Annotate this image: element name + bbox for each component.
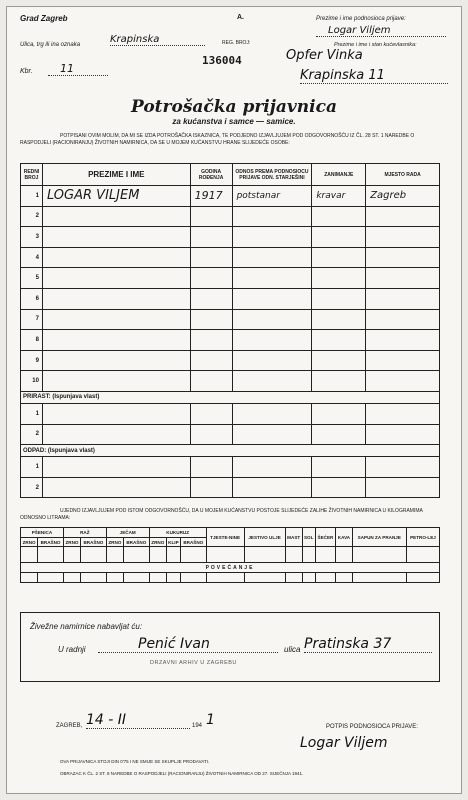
group-kukuruz: KUKURUZ bbox=[149, 528, 206, 538]
col-relation-header: ODNOS PREMA PODNOSIOCU PRIJAVE ODN. STARJEŠINI bbox=[232, 164, 312, 186]
col-num-header: REDNI BROJ bbox=[21, 164, 43, 186]
owner-value: Opfer Vinka bbox=[286, 48, 363, 63]
street-value: Krapinska bbox=[110, 34, 205, 46]
table-row: 3 bbox=[21, 227, 440, 248]
table-row: 1 bbox=[21, 457, 440, 478]
row-workplace[interactable]: Zagreb bbox=[366, 186, 440, 207]
table-row: 6 bbox=[21, 288, 440, 309]
table-row: 8 bbox=[21, 330, 440, 351]
table-row: 2 bbox=[21, 206, 440, 227]
year-prefix: 194 bbox=[192, 723, 203, 729]
stock-intro: UJEDNO IZJAVLJUJEM POD ISTOM ODGOVORNOŠĆU, DA U MOJEM KUĆANSTVU POSTOJE SLIJEDEĆE ZALIHE ŽIVOTNIH NAMIRNICA U KILOGRAMIMA ODNOSNO LITRAMA: bbox=[20, 508, 423, 521]
owner-address: Krapinska 11 bbox=[300, 68, 448, 84]
signature-value: Logar Viljem bbox=[300, 735, 388, 751]
street-label: Ulica, trg ili ina oznaka bbox=[20, 42, 81, 48]
purchase-street-value[interactable]: Pratinska 37 bbox=[304, 636, 432, 653]
table-row: 4 bbox=[21, 247, 440, 268]
col-petrolej: PETRO-LEJ bbox=[406, 528, 439, 547]
year-digit[interactable]: 1 bbox=[206, 712, 215, 728]
price-note: OVA PRIJAVNICA STOJI DIN 0'75 I NE SMIJE SE SKUPLJE PRODAVATI. bbox=[60, 759, 210, 764]
row-occupation[interactable]: kravar bbox=[312, 186, 366, 207]
prirast-label: PRIRAST: (Ispunjava vlast) bbox=[21, 391, 440, 403]
col-year-header: GODINA ROĐENJA bbox=[190, 164, 232, 186]
table-row: 10 bbox=[21, 371, 440, 392]
table-row: 2 bbox=[21, 477, 440, 498]
reg-number: 136004 bbox=[202, 54, 242, 67]
shop-value[interactable]: Penić Ivan bbox=[98, 636, 278, 653]
col-workplace-header: MJESTO RADA bbox=[366, 164, 440, 186]
archive-stamp: DRZAVNI ARHIV U ZAGREBU bbox=[150, 660, 237, 666]
col-tjestenine: TJESTE-NINE bbox=[206, 528, 244, 547]
table-row: 2 bbox=[21, 424, 440, 445]
purchase-label: Živežne namirnice nabavljat ću: bbox=[30, 622, 143, 631]
owner-label: Prezime i ime i stan kućevlasnika: bbox=[334, 42, 417, 48]
col-mast: MAST bbox=[285, 528, 302, 547]
house-value: 11 bbox=[48, 62, 108, 76]
row-year[interactable]: 1917 bbox=[190, 186, 232, 207]
form-letter: A. bbox=[237, 14, 244, 21]
col-occupation-header: ZANIMANJE bbox=[312, 164, 366, 186]
form-title: Potrošačka prijavnica bbox=[131, 97, 337, 117]
persons-table bbox=[20, 163, 440, 498]
group-psenica: PŠENICA bbox=[21, 528, 64, 538]
col-sapun: SAPUN ZA PRANJE bbox=[352, 528, 406, 547]
col-secer: ŠEĆER bbox=[315, 528, 336, 547]
submitter-value: Logar Viljem bbox=[316, 25, 446, 37]
reg-label: REG. BROJ: bbox=[222, 40, 251, 46]
purchase-street-label: ulica bbox=[284, 645, 301, 654]
table-row: 7 bbox=[21, 309, 440, 330]
col-sol: SOL bbox=[302, 528, 315, 547]
house-label: Kbr. bbox=[20, 68, 33, 75]
date-value[interactable]: 14 - II bbox=[86, 712, 190, 729]
col-name-header: PREZIME I IME bbox=[42, 164, 190, 186]
row-relation[interactable]: potstanar bbox=[232, 186, 312, 207]
table-row: 5 bbox=[21, 268, 440, 289]
table-row: 1 bbox=[21, 403, 440, 424]
table-row: 9 bbox=[21, 350, 440, 371]
row-name[interactable]: LOGAR VILJEM bbox=[42, 186, 190, 207]
odpad-label: ODPAD: (Ispunjava vlast) bbox=[21, 445, 440, 457]
group-raz: RAŽ bbox=[63, 528, 106, 538]
shop-label: U radnji bbox=[58, 645, 86, 654]
stock-table: PŠENICA RAŽ JEČAM KUKURUZ TJESTE-NINE JESTIVO ULJE MAST SOL ŠEĆER KAVA SAPUN ZA PRANJE PETRO-LEJ ZRNO BRAŠNO ZRNO BRAŠNO ZRNO BRAŠNO ZRNO KLIP BRAŠNO POVEĆANJE bbox=[20, 527, 440, 583]
place-label: ZAGREB, bbox=[56, 723, 83, 729]
povecanje-label: POVEĆANJE bbox=[21, 563, 440, 573]
city-label: Grad Zagreb bbox=[20, 14, 68, 23]
group-jecam: JEČAM bbox=[106, 528, 149, 538]
table-row: 1 LOGAR VILJEM 1917 potstanar kravar Zagreb bbox=[21, 186, 440, 207]
intro-text: POTPISANI OVIM MOLIM, DA MI SE IZDA POTROŠAČKA ISKAZNICA, TE PODJEDNO IZJAVLJUJEM POD ODGOVORNOŠĆU IZ ČL. 28 ST. 1 NAREDBE O RASPODJELI (RACIONIRANJU) ŽIVOTNIH NAMIRNICA, DA SE U MOJEM KUĆANSTVU HRANE SLIJEDEĆE OSOBE: bbox=[20, 133, 415, 146]
signature-label: POTPIS PODNOSIOCA PRIJAVE: bbox=[326, 724, 418, 730]
form-note: OBRAZAC K ČL. 2 ST. 8 NAREDBE O RASPODJELI (RACIONIRANJU) ŽIVOTNIH NAMIRNICA OD 27. SIJEČNJA 1941. bbox=[60, 771, 304, 776]
col-kava: KAVA bbox=[336, 528, 352, 547]
form-subtitle: za kućanstva i samce — samice. bbox=[172, 117, 296, 126]
submitter-label: Prezime i ime podnosioca prijave: bbox=[316, 16, 406, 22]
col-ulje: JESTIVO ULJE bbox=[244, 528, 285, 547]
